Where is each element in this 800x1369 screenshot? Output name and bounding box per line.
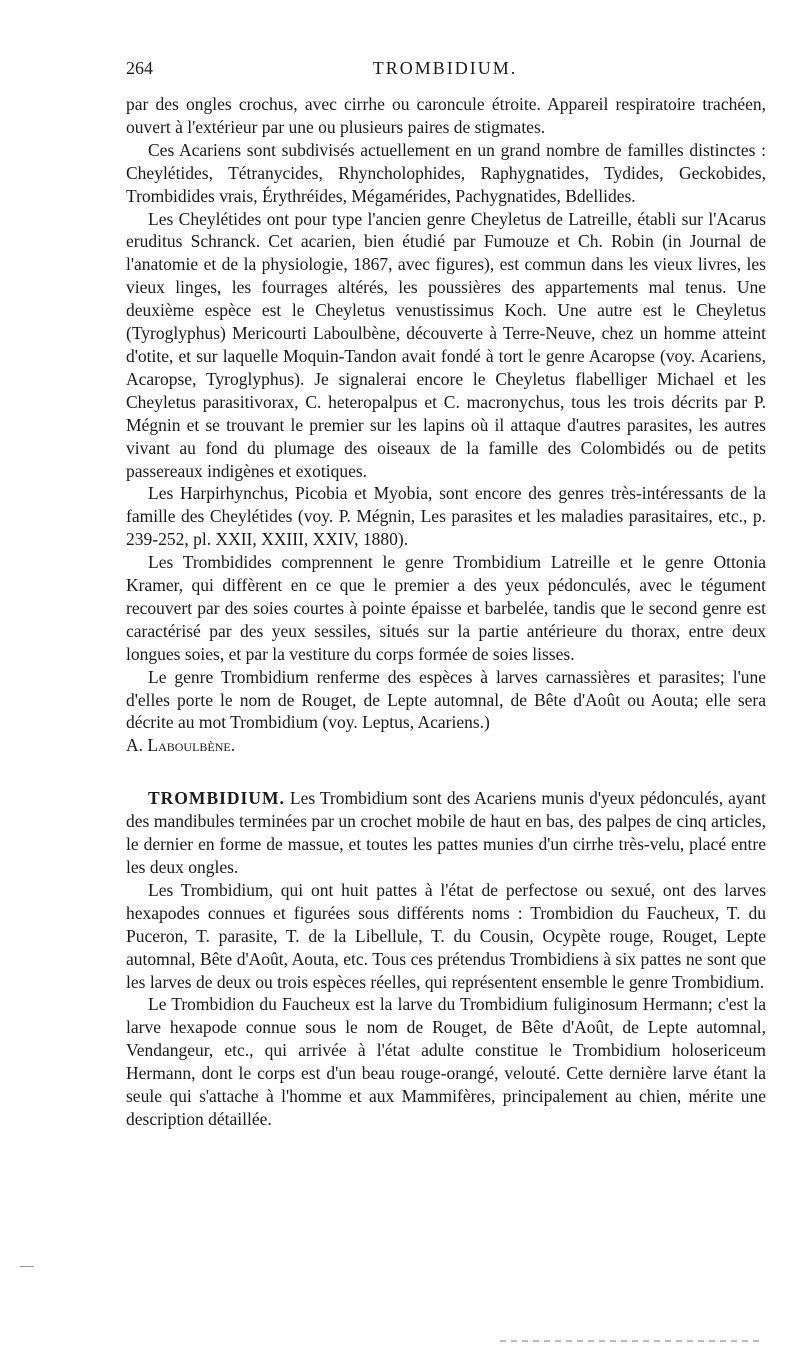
- paragraph: par des ongles crochus, avec cirrhe ou caroncule étroite. Appareil respiratoire trachéen, ouvert à l'extérieur par une ou plusieurs paires de stigmates.: [126, 94, 766, 137]
- paragraph: Le Trombidion du Faucheux est la larve du Trombidium fuliginosum Hermann; c'est la larve hexapode connue sous le nom de Rouget, de Bête d'Août, de Lepte automnal, Vendangeur, etc., qui arrivée à l'état adulte constitue le Trombidium holosericeum Hermann, dont le corps est d'un beau rouge-orangé, velouté. Cette dernière larve étant la seule qui s'attache à l'homme et aux Mammifères, principalement au chien, mérite une description détaillée.: [126, 994, 766, 1129]
- bleed-through-line: [500, 1340, 760, 1342]
- page-header: [126, 58, 764, 88]
- paragraph: Les Trombidides comprennent le genre Trombidium Latreille et le genre Ottonia Kramer, qui diffèrent en ce que le premier a des yeux pédonculés, avec le tégument recouvert par des soies courtes à pointe épaisse et barbelée, tandis que le second genre est caractérisé par des yeux sessiles, situés sur la partie antérieure du thorax, entre deux longues soies, et par la vestiture du corps formée de soies lisses.: [126, 552, 766, 664]
- paragraph: Les Cheylétides ont pour type l'ancien genre Cheyletus de Latreille, établi sur l'Acarus eruditus Schranck. Cet acarien, bien étudié par Fumouze et Ch. Robin (in Journal de l'anatomie et de la physiologie, 1867, avec figures), est commun dans les vieux livres, les vieux linges, les fourrages altérés, les poussières des appartements mal tenus. Une deuxième espèce est le Cheyletus venustissimus Koch. Une autre est le Cheyletus (Tyroglyphus) Mericourti Laboulbène, découverte à Terre-Neuve, chez un homme atteint d'otite, et sur laquelle Moquin-Tandon avait fondé à tort le genre Acaropse (voy. Acariens, Acaropse, Tyroglyphus). Je signalerai encore le Cheyletus flabelliger Michael et les Cheyletus parasitivorax, C. heteropalpus et C. macronychus, tous les trois décrits par P. Mégnin et se trouvant le premier sur les lapins où il attaque d'autres parasites, les autres vivant au fond du plumage des oiseaux de la famille des Colombidés ou de petits passereaux indigènes et exotiques.: [126, 208, 766, 481]
- paragraph: Ces Acariens sont subdivisés actuellement en un grand nombre de familles distinctes : Cheylétides, Tétranycides, Rhyncholophides, Raphygnatides, Tydides, Geckobides, Trombidides vrais, Érythréides, Mégamérides, Pachygnatides, Bdellides.: [126, 139, 766, 206]
- page-body: [126, 93, 766, 1131]
- entry-headword: TROMBIDIUM.: [148, 788, 285, 809]
- running-title: TROMBIDIUM.: [372, 58, 518, 78]
- author-signature: A. Laboulbène.: [126, 735, 236, 756]
- entry-first-paragraph: [126, 787, 766, 879]
- paragraph: Les Trombidium, qui ont huit pattes à l'état de perfectose ou sexué, ont des larves hexapodes connues et figurées sous différents noms : Trombidion du Faucheux, T. du Puceron, T. parasite, T. de la Libellule, T. du Cousin, Ocypète rouge, Rouget, Lepte automnal, Bête d'Août, Aouta, etc. Tous ces prétendus Trombidiens à six pattes ne sont que les larves de deux ou trois espèces réelles, qui représentent ensemble le genre Trombidium.: [126, 879, 766, 992]
- section-gap: [126, 757, 766, 787]
- paragraph: Le genre Trombidium renferme des espèces à larves carnassières et parasites; l'une d'elles porte le nom de Rouget, de Lepte automnal, de Bête d'Août ou Aouta; elle sera décrite au mot Trombidium (voy. Leptus, Acariens.): [126, 666, 766, 733]
- paragraph: Les Harpirhynchus, Picobia et Myobia, sont encore des genres très-intéressants de la famille des Cheylétides (voy. P. Mégnin, Les parasites et les maladies parasitaires, etc., p. 239-252, pl. XXII, XXIII, XXIV, 1880).: [126, 483, 766, 550]
- entry-intro-text: Les Trombidium sont des Acariens munis d'yeux pédonculés, ayant des mandibules terminées par un crochet mobile de haut en bas, des palpes de cinq articles, le dernier en forme de massue, et toutes les pattes munies d'un cirrhe très-velu, placé entre les deux ongles.: [126, 788, 766, 877]
- page-number: 264: [126, 58, 153, 78]
- margin-mark: [20, 1266, 34, 1267]
